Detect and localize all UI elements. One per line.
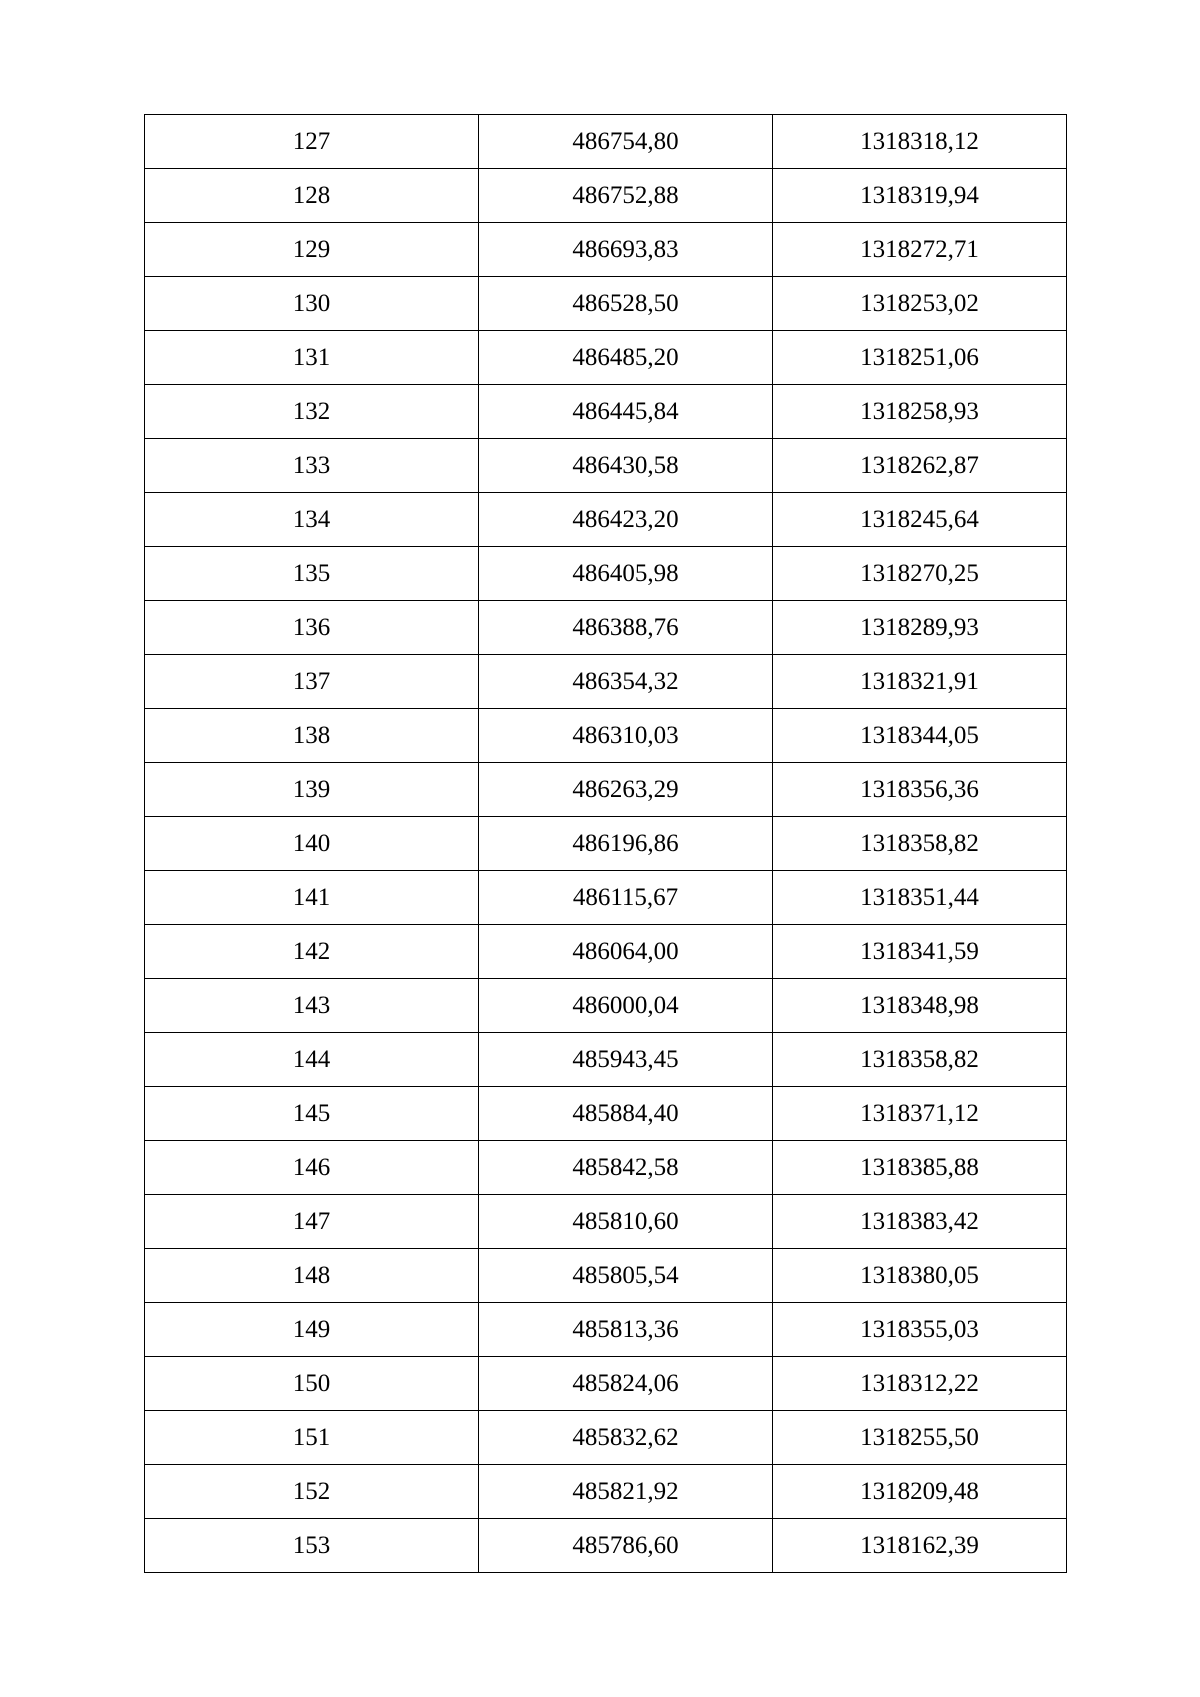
y-coordinate-cell: 1318385,88 [773, 1141, 1067, 1195]
point-number-cell: 141 [145, 871, 479, 925]
point-number-cell: 150 [145, 1357, 479, 1411]
y-coordinate-cell: 1318319,94 [773, 169, 1067, 223]
table-row [145, 385, 1067, 439]
point-number-cell: 153 [145, 1519, 479, 1573]
point-number-cell: 146 [145, 1141, 479, 1195]
point-number-cell: 127 [145, 115, 479, 169]
point-number-cell: 149 [145, 1303, 479, 1357]
table-row [145, 817, 1067, 871]
table-row [145, 547, 1067, 601]
point-number-cell: 129 [145, 223, 479, 277]
point-number-cell: 142 [145, 925, 479, 979]
x-coordinate-cell: 486354,32 [479, 655, 773, 709]
y-coordinate-cell: 1318251,06 [773, 331, 1067, 385]
coordinates-table [144, 114, 1067, 1573]
x-coordinate-cell: 486485,20 [479, 331, 773, 385]
table-row [145, 493, 1067, 547]
table-row [145, 331, 1067, 385]
table-row [145, 1465, 1067, 1519]
y-coordinate-cell: 1318162,39 [773, 1519, 1067, 1573]
y-coordinate-cell: 1318358,82 [773, 1033, 1067, 1087]
x-coordinate-cell: 485832,62 [479, 1411, 773, 1465]
point-number-cell: 138 [145, 709, 479, 763]
point-number-cell: 136 [145, 601, 479, 655]
x-coordinate-cell: 486196,86 [479, 817, 773, 871]
x-coordinate-cell: 486000,04 [479, 979, 773, 1033]
x-coordinate-cell: 486423,20 [479, 493, 773, 547]
table-row [145, 1519, 1067, 1573]
point-number-cell: 130 [145, 277, 479, 331]
table-row [145, 1411, 1067, 1465]
x-coordinate-cell: 486388,76 [479, 601, 773, 655]
x-coordinate-cell: 485813,36 [479, 1303, 773, 1357]
table-row [145, 169, 1067, 223]
point-number-cell: 132 [145, 385, 479, 439]
point-number-cell: 151 [145, 1411, 479, 1465]
y-coordinate-cell: 1318355,03 [773, 1303, 1067, 1357]
point-number-cell: 137 [145, 655, 479, 709]
x-coordinate-cell: 485821,92 [479, 1465, 773, 1519]
y-coordinate-cell: 1318258,93 [773, 385, 1067, 439]
point-number-cell: 148 [145, 1249, 479, 1303]
y-coordinate-cell: 1318383,42 [773, 1195, 1067, 1249]
x-coordinate-cell: 486064,00 [479, 925, 773, 979]
point-number-cell: 133 [145, 439, 479, 493]
table-row [145, 1033, 1067, 1087]
x-coordinate-cell: 486263,29 [479, 763, 773, 817]
y-coordinate-cell: 1318262,87 [773, 439, 1067, 493]
x-coordinate-cell: 486430,58 [479, 439, 773, 493]
point-number-cell: 143 [145, 979, 479, 1033]
y-coordinate-cell: 1318356,36 [773, 763, 1067, 817]
y-coordinate-cell: 1318270,25 [773, 547, 1067, 601]
x-coordinate-cell: 486528,50 [479, 277, 773, 331]
x-coordinate-cell: 485884,40 [479, 1087, 773, 1141]
table-row [145, 1303, 1067, 1357]
table-row [145, 1195, 1067, 1249]
y-coordinate-cell: 1318245,64 [773, 493, 1067, 547]
x-coordinate-cell: 486754,80 [479, 115, 773, 169]
y-coordinate-cell: 1318344,05 [773, 709, 1067, 763]
y-coordinate-cell: 1318312,22 [773, 1357, 1067, 1411]
table-row [145, 925, 1067, 979]
table-row [145, 1141, 1067, 1195]
point-number-cell: 152 [145, 1465, 479, 1519]
x-coordinate-cell: 485943,45 [479, 1033, 773, 1087]
table-row [145, 1249, 1067, 1303]
coordinates-table-body [145, 115, 1067, 1573]
point-number-cell: 145 [145, 1087, 479, 1141]
point-number-cell: 134 [145, 493, 479, 547]
point-number-cell: 128 [145, 169, 479, 223]
table-row [145, 115, 1067, 169]
x-coordinate-cell: 485824,06 [479, 1357, 773, 1411]
point-number-cell: 131 [145, 331, 479, 385]
table-row [145, 709, 1067, 763]
x-coordinate-cell: 485805,54 [479, 1249, 773, 1303]
y-coordinate-cell: 1318380,05 [773, 1249, 1067, 1303]
table-row [145, 601, 1067, 655]
y-coordinate-cell: 1318341,59 [773, 925, 1067, 979]
y-coordinate-cell: 1318255,50 [773, 1411, 1067, 1465]
x-coordinate-cell: 486445,84 [479, 385, 773, 439]
point-number-cell: 135 [145, 547, 479, 601]
x-coordinate-cell: 486405,98 [479, 547, 773, 601]
table-row [145, 655, 1067, 709]
table-row [145, 979, 1067, 1033]
x-coordinate-cell: 485842,58 [479, 1141, 773, 1195]
x-coordinate-cell: 486310,03 [479, 709, 773, 763]
table-row [145, 1087, 1067, 1141]
table-row [145, 1357, 1067, 1411]
y-coordinate-cell: 1318289,93 [773, 601, 1067, 655]
y-coordinate-cell: 1318358,82 [773, 817, 1067, 871]
point-number-cell: 139 [145, 763, 479, 817]
table-row [145, 223, 1067, 277]
x-coordinate-cell: 485810,60 [479, 1195, 773, 1249]
table-row [145, 277, 1067, 331]
x-coordinate-cell: 486752,88 [479, 169, 773, 223]
y-coordinate-cell: 1318318,12 [773, 115, 1067, 169]
x-coordinate-cell: 485786,60 [479, 1519, 773, 1573]
x-coordinate-cell: 486693,83 [479, 223, 773, 277]
point-number-cell: 147 [145, 1195, 479, 1249]
point-number-cell: 144 [145, 1033, 479, 1087]
table-row [145, 439, 1067, 493]
point-number-cell: 140 [145, 817, 479, 871]
y-coordinate-cell: 1318351,44 [773, 871, 1067, 925]
x-coordinate-cell: 486115,67 [479, 871, 773, 925]
table-row [145, 763, 1067, 817]
y-coordinate-cell: 1318272,71 [773, 223, 1067, 277]
table-row [145, 871, 1067, 925]
y-coordinate-cell: 1318321,91 [773, 655, 1067, 709]
y-coordinate-cell: 1318371,12 [773, 1087, 1067, 1141]
y-coordinate-cell: 1318209,48 [773, 1465, 1067, 1519]
y-coordinate-cell: 1318253,02 [773, 277, 1067, 331]
y-coordinate-cell: 1318348,98 [773, 979, 1067, 1033]
